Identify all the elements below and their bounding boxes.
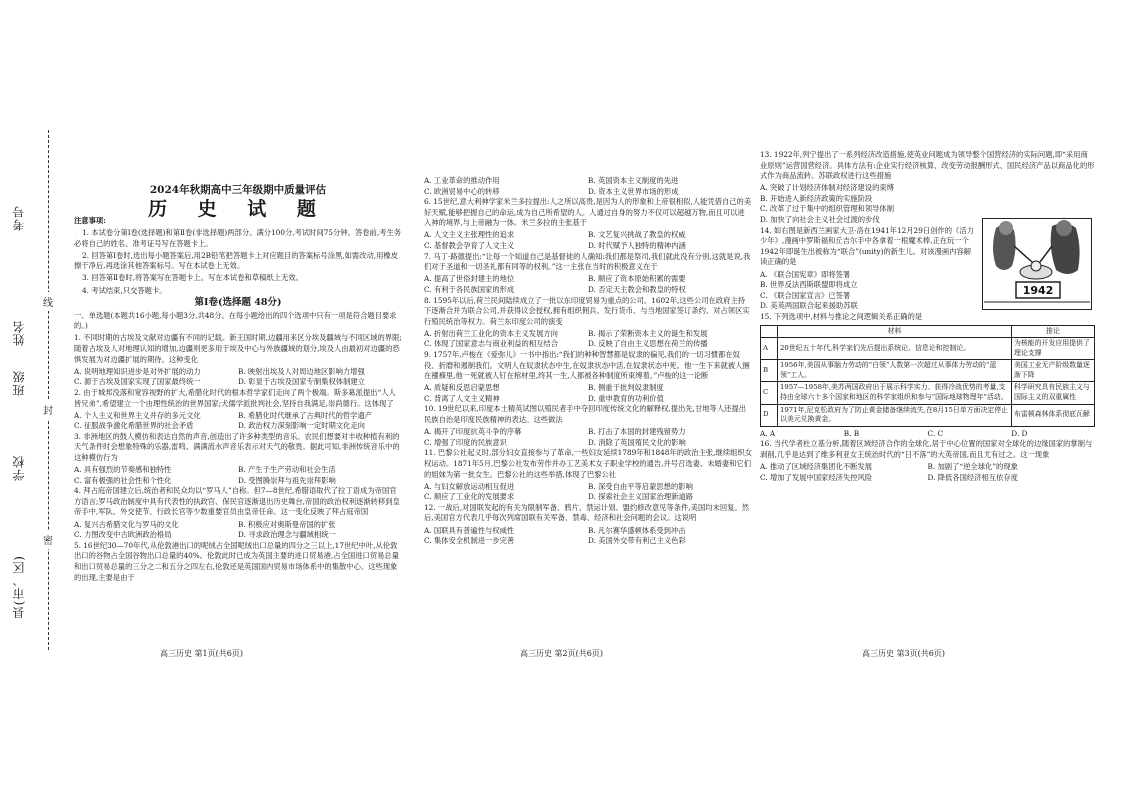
table-cell: 1956年,美国从事脑力劳动的“白领”人数第一次超过从事体力劳动的“蓝领”工人。 (778, 360, 1012, 382)
question-14-options (760, 270, 975, 312)
exam-title: 历 史 试 题 (148, 198, 328, 220)
option: C. 富有极强的社会性和个性化 (74, 475, 172, 485)
question-12-options-row2 (424, 536, 752, 547)
binding-mark-secret: 密 (43, 530, 53, 549)
exam-subtitle: 2024年秋期高中三年级期中质量评估 (149, 184, 327, 196)
question-16-stem: 16. 当代学者杜立基分析,随着区域经济合作的全球化,居于中心位置的国家对全球化的边缘国家的掌制与剥削,几乎是达到了维多利亚女王统治时代的“日不落”的大英帝国,而且尤有过之。这一现象 (760, 439, 1093, 460)
option: D. 重申教育的功利价值 (588, 393, 664, 403)
table-header-cell: 材料 (778, 325, 1012, 338)
option: C. 顺应了工业化的发展要求 (424, 492, 515, 502)
question-9-options-row2 (424, 394, 752, 405)
table-cell: 20世纪五十年代,科学家们先后提出系统论、信息论和控制论。 (778, 338, 1012, 360)
table-header-cell (761, 325, 778, 338)
table-row (761, 404, 1095, 426)
section-instruction: 一、单选题(本题共16小题,每小题3分,共48分。在每小题给出的四个选项中只有一项是符合题目要求的。) (74, 310, 397, 331)
question-4-options-row2 (74, 530, 402, 541)
note-item: 3. 回答第Ⅱ卷时,将答案写在答题卡上。写在本试卷和草稿纸上无效。 (82, 273, 303, 283)
option: D. 加快了向社会主义社会过渡的步伐 (760, 215, 880, 225)
note-item: 4. 考试结束,只交答题卡。 (82, 285, 167, 295)
question-15-stem: 15. 下列选项中,材料与推论之间逻辑关系正确的是 (760, 311, 923, 321)
option: D. 资本主义世界市场的形成 (588, 186, 679, 196)
question-8-options (424, 329, 752, 340)
question-1-stem: 1. 不同时期的古埃及文献对边疆有不同的记载。新王国时期,边疆用来区分埃及疆域与不同区域的界限;随着古埃及人对地理认知的增加,边疆则更多用于埃及中心与外族疆域的划分,埃及人由最初对边疆的恐惧发展为对边疆扩展的期待。这种变化 (74, 333, 402, 364)
option: D. 受图腾崇拜与祖先崇拜影响 (238, 475, 336, 485)
binding-field-school: 学校 (12, 455, 26, 481)
option: D. 政治权力深刻影响一定时期文化走向 (238, 421, 365, 431)
question-5-options (424, 176, 752, 187)
option: C. 力图改变中古欧洲政治格局 (74, 530, 172, 540)
question-13-stem: 13. 1922年,列宁提出了一系列经济改造措施,使英业问题成为领导整个国营经济的实际问题,即“采用商业原则”运营国营经济。具体方法有:企业实行经济核算、改变劳动报酬形式、国民经济产品以商品化的形式作为商品流转。苏联政权进行这些措施 (760, 150, 1095, 181)
question-16-options-row2 (760, 473, 1095, 484)
option: B. 打击了本国的封建残留势力 (588, 427, 686, 437)
option: A. 突破了计划经济体制对经济建设的束缚 (760, 183, 894, 193)
notes-title: 注意事项: (74, 216, 106, 225)
question-8-stem: 8. 1595年以后,荷兰民间陆续成立了一批以东印度贸易为重点的公司。1602年,这些公司在政府主持下逐渐合并为联合公司,并获得议会授权,拥有组织佣兵、发行货币、与当地国家签订条约、对占领区实行殖民统治等权力。荷兰东印度公司的演变 (424, 295, 750, 326)
binding-strip (0, 0, 62, 794)
table-header-row (761, 325, 1095, 338)
table-cell: D (761, 404, 778, 426)
table-row (761, 338, 1095, 360)
option: A. 工业革命的推动作用 (424, 176, 500, 185)
table-cell: C (761, 382, 778, 404)
option: A. 与妇女解放运动相互促进 (424, 481, 515, 491)
option: B. 世界反法西斯联盟即将成立 (760, 280, 858, 290)
question-7-options (424, 274, 752, 285)
question-14-stem: 14. 如右图是新西兰画家大卫·洛在1941年12月29日创作的《活力少年》,漫画中罗斯福和丘吉尔手中各拿着一根魔术棒,正在玩一个1942年即诞生出被称为“联合”(unity)的新生儿。对该漫画内容解读正确的是 (760, 225, 974, 267)
question-16-options (760, 462, 1095, 473)
option: A. 推动了区域经济集团化不断发展 (760, 462, 873, 472)
option: A. 人文主义主张理性的追求 (424, 230, 515, 240)
binding-field-class: 班级 (12, 370, 26, 396)
option: A. 揭开了印度抗英斗争的序幕 (424, 427, 522, 437)
question-2-stem: 2. 由于城邦没落和宽容视野的扩大,希腊化时代的根本哲学家们走向了两个极端。斯多葛派提出“人人皆兄弟”,希望建立一个由理性统治的世界国家;犬儒学派批判社会,坚持自我满足,崇尚德行。这体现了 (74, 387, 396, 408)
option: A. 折射出荷兰工业化的资本主义发展方向 (424, 328, 558, 338)
note-item: 1. 本试卷分第Ⅰ卷(选择题)和第Ⅱ卷(非选择题)两部分。满分100分,考试时间75分钟。答卷前,考生务必将自己的姓名、准考证号写在答题卡上。 (74, 228, 402, 248)
option: A. 说明地理知识进步是对外扩展的动力 (74, 366, 201, 376)
page-footer-3: 高三历史 第3页(共6页) (862, 649, 945, 658)
question-7-stem: 7. 马丁·路德提出:“让每一个知道自己是基督徒的人确知:我们都是祭司,我们就此没有分别,这就是说,我们对于圣道和一切圣礼都有同等的权利。”这一主张在当时的积极意义在于 (424, 251, 751, 272)
option: C. 欧洲贸易中心的转移 (424, 186, 500, 196)
option: C. 基督教会孕育了人文主义 (424, 241, 515, 251)
option: B. 文艺复兴挑战了教皇的权威 (588, 230, 686, 240)
table-cell: 为核能的开发应用提供了理论支撑 (1012, 338, 1095, 360)
question-8-options-row2 (424, 339, 752, 350)
option: D. 寻求政治理念与疆域相统一 (238, 530, 336, 540)
question-3-stem: 3. 非洲地区的鼓人模仿和表达自然的声音,创造出了许多种类型的音乐。农民们想要对丰收种植有利的天气条件时会想象特殊的乐器,雷鸣、满满流水声音乐表示对天气的敬畏。据此可知,非洲传统音乐中的这种模仿行为 (74, 431, 400, 462)
question-14-block (760, 226, 975, 312)
question-2-options (74, 411, 402, 422)
table-cell: 科学研究具有民族主义与国际主义的双重属性 (1012, 382, 1095, 404)
table-cell: 布雷顿森林体系彻底瓦解 (1012, 404, 1095, 426)
binding-mark-seal: 封 (43, 400, 53, 419)
binding-field-county: 县(市、区) (12, 555, 26, 619)
table-row (761, 360, 1095, 382)
question-11-stem: 11. 巴黎公社起义时,部分妇女直接参与了革命,一些妇女延续1789年和1848年的政治主张,继续组织女权运动。1871年5月,巴黎公社发布劳作并办工艺美术女子职业学校的通告,并号召选妻、未婚妻和它们的姐妹为第一批女生。巴黎公社的这些举措,体现了巴黎公社 (424, 448, 753, 479)
option: B. 产生于生产劳动和社会生活 (238, 465, 336, 475)
page-column-3 (760, 150, 1095, 483)
page-footer-1: 高三历史 第1页(共6页) (160, 649, 243, 658)
option: D. 时代赋予人独特的精神内涵 (588, 241, 686, 251)
question-12-options (424, 526, 752, 537)
binding-field-name: 姓名 (12, 320, 26, 346)
option: C. 集体安全机制进一步完善 (424, 536, 515, 546)
question-11-options (424, 482, 752, 493)
table-row (761, 382, 1095, 404)
option: C. 体现了国家意志与商业利益的相互结合 (424, 339, 559, 349)
option: C. 增加了发展中国家经济失控风险 (760, 472, 873, 482)
question-9-options (424, 383, 752, 394)
option: D. 反映了自由主义思想在荷兰的传播 (588, 339, 708, 349)
option: B. 揭示了荣断资本主义的诞生和发展 (588, 328, 708, 338)
option: D. D (1011, 428, 1028, 438)
question-4-stem: 4. 拜占庭帝国建立后,统治者和民众均以“罗马人”自称。但7—8世纪,希腊语取代了拉丁语成为帝国官方语言;罗马政治制度中具有代表性的执政官、保民官逐渐退出历史舞台,帝国的政治权利逐渐转移到皇帝手中,军队、外交使节、行政长官等少数重要官员由皇帝任命。这一变化反映了拜占庭帝国 (74, 486, 400, 517)
question-10-options (424, 427, 752, 438)
table-cell: A (761, 338, 778, 360)
table-cell: B (761, 360, 778, 382)
question-9-stem: 9. 1757年,卢梭在《爱弥儿》一书中指出:“我们的种种智慧都是奴隶的偏见,我们的一切习惯都在奴役、折磨和遏制我们。文明人在奴隶状态中生,在奴隶状态中活,在奴隶状态中死。他一生下来就被人捆在襁褓里,他一死就被人钉在棺材里,终其一生,人都被各种制度所束缚着。”卢梭的这一论断 (424, 350, 750, 381)
option: D. 消除了英国殖民文化的影响 (588, 437, 686, 447)
question-6-options-row2 (424, 241, 752, 252)
table-cell: 美国工业无产阶级数量逐渐下降 (1012, 360, 1095, 382)
question-12-stem: 12. 一战后,对国联发起的有关为限制军备、鸦片、禁运计划、盟约修改意见等条件,美国均未回复。然后,美国官方代表几乎每次列席国联有关军备、禁毒、经济和社会问题的会议。这说明 (424, 502, 750, 523)
question-6-stem: 6. 15世纪,意大利神学家米兰多拉提出:人之所以高贵,是因为人的形象和上帝很相似,人能凭借自己的美好天赋,能够把握自己的命运,成为自己所希望的人。人通过自身的努力不仅可以超越万物,而且可以进入神的境界,与上帝融为一体。米兰多拉的主张基于 (424, 197, 752, 228)
option: A. A (760, 428, 776, 438)
option: B. 顺应了资本原始积累的需要 (588, 274, 686, 284)
option: A. 具有强烈的节奏感和独特性 (74, 465, 172, 475)
binding-field-exam-number: 考号 (12, 205, 26, 231)
question-10-options-row2 (424, 438, 752, 449)
option: D. 降低各国经济相互依存度 (927, 472, 1018, 482)
option: D. 否定天主教会和教皇的特权 (588, 284, 686, 294)
page-column-1 (74, 216, 402, 585)
option: C. 《联合国家宣言》已签署 (760, 290, 851, 300)
option: B. B (843, 428, 860, 438)
binding-dashed-line (48, 130, 49, 650)
option: A. 复兴古希腊文化与罗马的文化 (74, 519, 179, 529)
option: D. 彰显于古埃及国家专制集权体制建立 (238, 377, 365, 387)
option: B. 深受自由平等启蒙思想的影响 (588, 481, 693, 491)
option: D. 美国外交带有利己主义色彩 (588, 536, 686, 546)
question-3-options-row2 (74, 476, 402, 487)
option: A. 国联具有普遍性与权威性 (424, 525, 515, 535)
cartoon-label: 1942 (1022, 284, 1054, 297)
option: C. 增强了印度的民族意识 (424, 437, 507, 447)
question-6-options (424, 230, 752, 241)
option: C. 背离了人文主义精神 (424, 393, 500, 403)
question-7-options-row2 (424, 285, 752, 296)
option: B. 希腊化时代继承了古典时代的哲学遗产 (238, 410, 373, 420)
option: C. 改革了过于集中的组织管理和领导体制 (760, 204, 895, 214)
question-2-options-row2 (74, 421, 402, 432)
option: A. 《联合国宪章》即将签署 (760, 269, 851, 279)
question-5-stem: 5. 16世纪30—70年代,从伦敦港出口的呢绒占全国呢绒出口总量的四分之三以上,17世纪中叶,从伦敦出口的谷物占全国谷物出口总量的40%。伦敦此时已成为英国主要的进口贸易港,占全国进口贸易总量和出口贸易总量的三分之二和五分之四左右,伦敦还是英国国内贸易市场体系中的集散中心。这些现象的出现,主要是由于 (74, 540, 400, 582)
option: B. 英国资本主义制度的先进 (588, 176, 679, 185)
question-1-options-row2 (74, 377, 402, 388)
page-column-2 (424, 176, 752, 547)
question-10-stem: 10. 19世纪以来,印度本土精英试图以殖民者手中夺回印度传统文化的解释权,提出先,甘地等人还提出民族自治是印度民族精神的表达。这些做法 (424, 404, 747, 425)
option: A. 提高了世俗封建主的地位 (424, 274, 515, 284)
question-1-options (74, 367, 402, 378)
question-11-options-row2 (424, 492, 752, 503)
page-footer-2: 高三历史 第2页(共6页) (520, 649, 603, 658)
option: C. 征服战争激化希腊世界的社会矛盾 (74, 421, 194, 431)
option: B. 开始进入新经济政策的实施阶段 (760, 193, 873, 203)
cartoon-illustration (982, 218, 1092, 310)
option: B. 积极应对奥斯曼帝国的扩张 (238, 519, 336, 529)
option: B. 加剧了“逆全球化”的现象 (927, 462, 1018, 472)
option: C. C (927, 428, 944, 438)
question-15-table (760, 325, 1095, 427)
option: B. 侧重于批判奴隶制度 (588, 383, 664, 393)
question-5-options-row2 (424, 187, 752, 198)
option: C. 有利于各民族国家的形成 (424, 284, 515, 294)
table-header-cell: 推论 (1012, 325, 1095, 338)
option: A. 质疑和反思启蒙思想 (424, 383, 500, 393)
table-cell: 1971年,尼克松政府为了防止黄金储备继续流失,在8月15日单方面决定停止以美元兑换黄金。 (778, 404, 1012, 426)
question-3-options (74, 465, 402, 476)
note-item: 2. 回答第Ⅰ卷时,选出每小题答案后,用2B铅笔把答题卡上对应题目的答案标号涂黑,如需改动,用橡皮擦干净后,再选涂其他答案标号。写在本试卷上无效。 (74, 250, 399, 271)
table-cell: 1957—1958年,美苏两国政府出于展示科学实力、获得冷战优势的考量,支持由全球六十多个国家和地区的科学家组织和参与“国际地球物理年”活动。 (778, 382, 1012, 404)
option: D. 美英两国联合起来援助苏联 (760, 301, 858, 311)
binding-mark-line: 线 (43, 292, 53, 311)
option: B. 凡尔赛华盛顿体系受到冲击 (588, 525, 686, 535)
question-4-options (74, 520, 402, 531)
option: B. 映射出埃及人对周边地区影响力增强 (238, 366, 365, 376)
question-15-options (760, 429, 1095, 440)
section-title: 第Ⅰ卷(选择题 48分) (194, 297, 282, 309)
option: C. 源于古埃及国家实现了国家最终统一 (74, 377, 201, 387)
option: D. 探索社会主义国家治理新道路 (588, 492, 694, 502)
option: A. 个人主义和世界主义并存的多元文化 (74, 410, 201, 420)
